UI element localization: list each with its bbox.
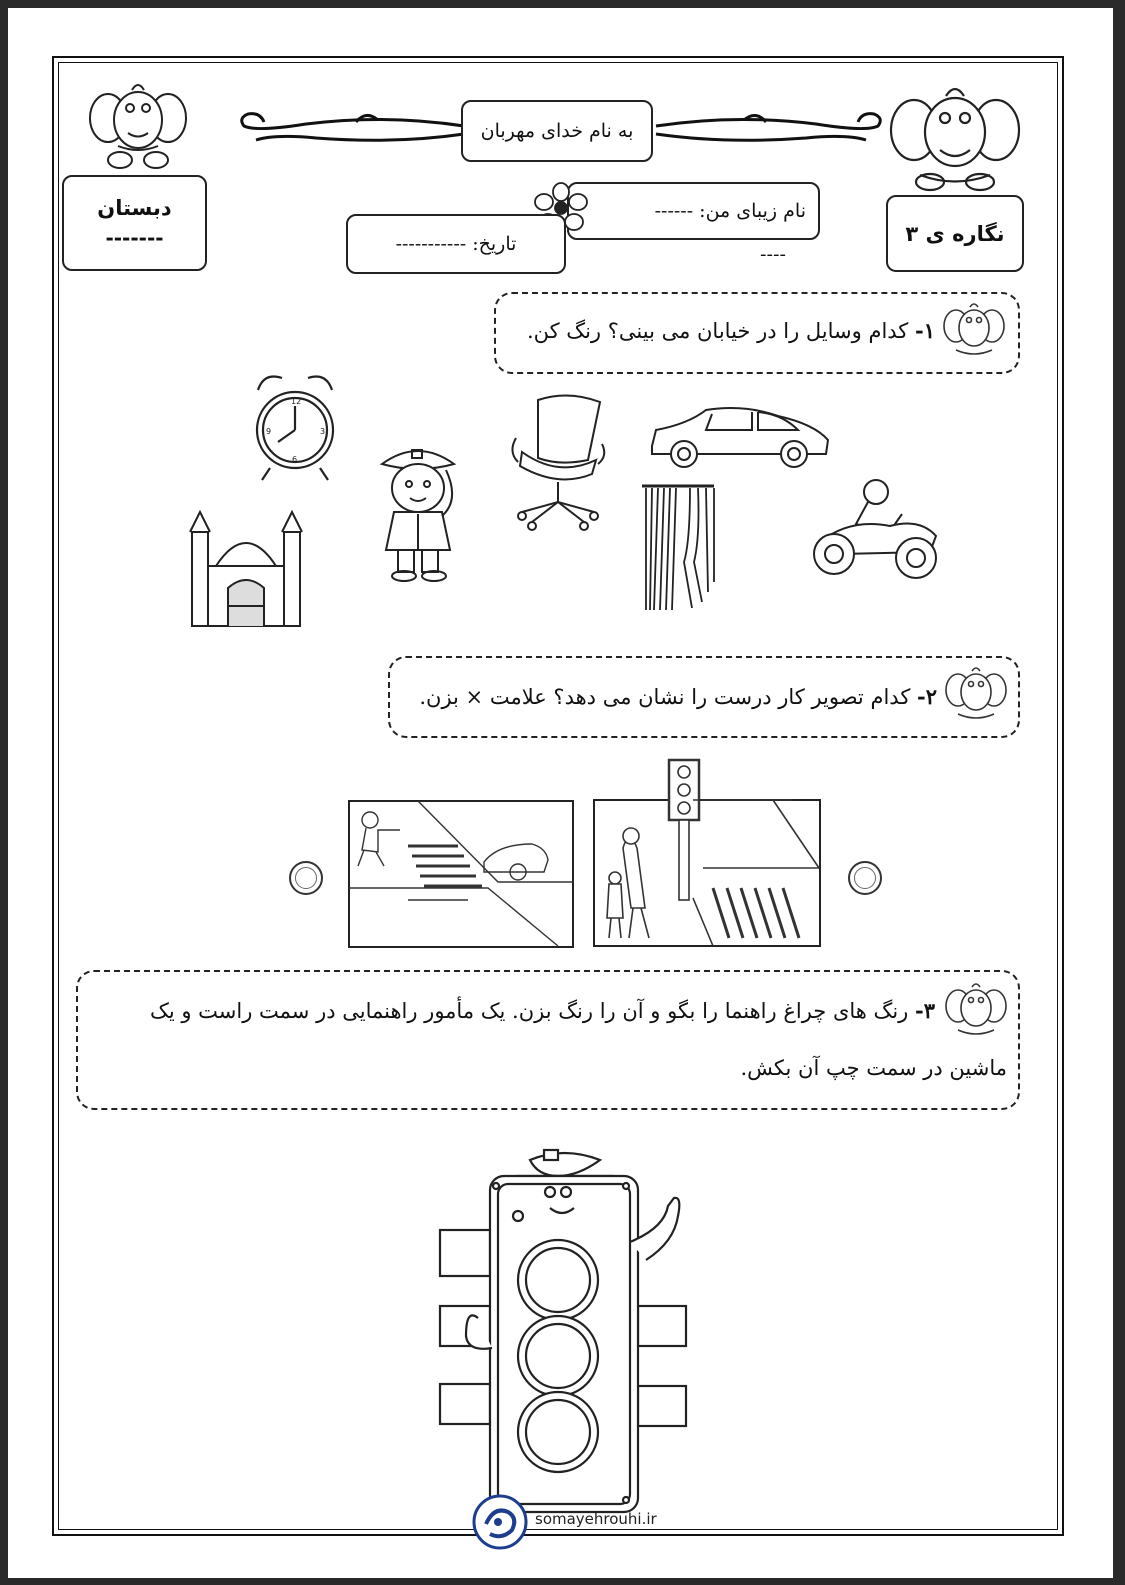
question-2-prompt: کدام تصویر کار درست را نشان می دهد؟ علامت × بزن. [419, 685, 911, 709]
date-field-box[interactable] [346, 214, 566, 274]
grade-box [886, 195, 1024, 272]
alarm-clock-icon[interactable] [250, 368, 340, 486]
answer-circle-left[interactable] [289, 861, 323, 895]
question-1-prompt: کدام وسایل را در خیابان می بینی؟ رنگ کن. [526, 319, 909, 343]
question-1-number: ۱- [915, 318, 935, 343]
mosque-icon[interactable] [186, 510, 306, 628]
svg-text:12: 12 [291, 397, 302, 406]
question-3-number: ۳- [915, 998, 935, 1023]
elephant-mascot-icon [890, 80, 1020, 195]
svg-text:9: 9 [266, 427, 272, 436]
date-field-label: تاریخ: ----------- [395, 233, 517, 255]
question-3-line-1 [150, 998, 935, 1023]
scene-correct-crossing[interactable] [593, 758, 821, 948]
question-1-text [527, 318, 935, 343]
watermark-text[interactable]: somayehrouhi.ir [535, 1510, 657, 1528]
police-boy-icon[interactable] [372, 440, 464, 582]
question-3-line-2: ماشین در سمت چپ آن بکش. [740, 1056, 1007, 1080]
svg-text:3: 3 [320, 427, 326, 436]
bismillah-text: به نام خدای مهربان [480, 120, 634, 142]
curtain-icon[interactable] [640, 482, 716, 614]
name-field-blank: ---- [760, 244, 786, 265]
answer-circle-right[interactable] [848, 861, 882, 895]
elephant-mascot-icon [88, 78, 188, 173]
grade-label: نگاره ی ۳ [905, 221, 1005, 246]
traffic-light-mascot-icon[interactable] [438, 1146, 690, 1516]
motorcycle-icon[interactable] [810, 478, 942, 584]
elephant-mascot-icon [944, 664, 1008, 724]
scene-wrong-crossing[interactable] [348, 800, 574, 948]
question-3-prompt-1: رنگ های چراغ راهنما را بگو و آن را رنگ بزن. یک مأمور راهنمایی در سمت راست و یک [150, 999, 909, 1023]
question-2-text [419, 684, 937, 709]
site-logo-icon [472, 1494, 528, 1550]
school-label: دبستان [97, 196, 172, 220]
svg-text:6: 6 [292, 455, 298, 464]
question-3-box [76, 970, 1020, 1110]
car-icon[interactable] [648, 402, 832, 472]
elephant-mascot-icon [944, 980, 1008, 1040]
name-field-box[interactable] [567, 182, 820, 240]
school-box [62, 175, 207, 271]
question-2-number: ۲- [917, 684, 937, 709]
school-blank: ------- [105, 226, 164, 250]
bismillah-box [461, 100, 653, 162]
elephant-mascot-icon [942, 300, 1006, 360]
name-field-label: نام زیبای من: ------ [654, 200, 806, 222]
office-chair-icon[interactable] [508, 390, 608, 532]
